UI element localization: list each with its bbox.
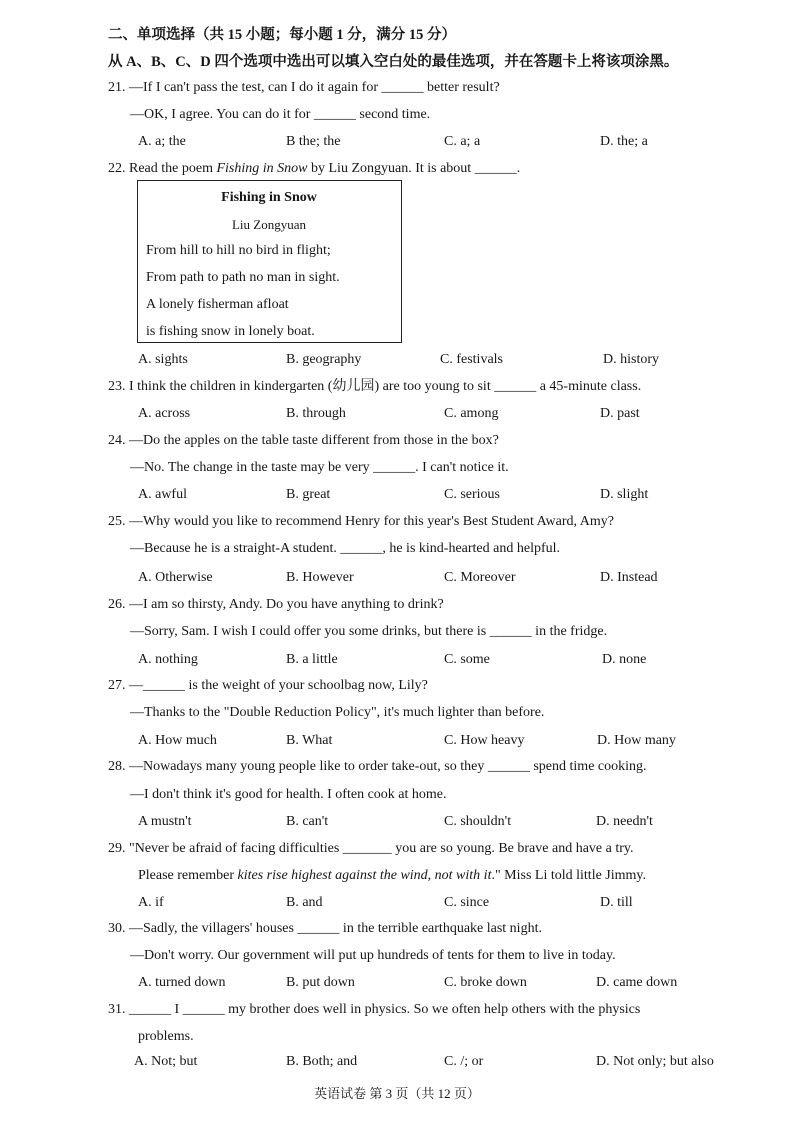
- option-c[interactable]: C. /; or: [444, 1054, 484, 1069]
- question-stem: Please remember: [138, 868, 238, 883]
- poem-line: A lonely fisherman afloat: [146, 297, 289, 312]
- question-stem: —OK, I agree. You can do it for ______ second time.: [130, 107, 431, 122]
- poem-author: Liu Zongyuan: [231, 217, 306, 232]
- option-a[interactable]: A. a; the: [138, 134, 186, 149]
- question-stem: —I don't think it's good for health. I often cook at home.: [130, 787, 447, 802]
- option-c[interactable]: C. serious: [444, 487, 500, 502]
- option-b[interactable]: B. through: [286, 406, 346, 421]
- question-stem: —Sorry, Sam. I wish I could offer you some drinks, but there is ______ in the fridge.: [130, 624, 608, 639]
- option-d[interactable]: D. history: [603, 352, 659, 367]
- poem-title: Fishing in Snow: [221, 190, 317, 205]
- question-stem: —Because he is a straight-A student. ______, he is kind-hearted and helpful.: [130, 541, 561, 556]
- question-number: 26.: [108, 597, 126, 612]
- option-b[interactable]: B. What: [286, 733, 333, 748]
- option-d[interactable]: D. came down: [596, 975, 678, 990]
- option-a[interactable]: A. turned down: [138, 975, 226, 990]
- option-c[interactable]: C. How heavy: [444, 733, 525, 748]
- question-number: 25.: [108, 514, 126, 529]
- question-number: 31.: [108, 1002, 126, 1017]
- quote-italic: kites rise highest against the wind, not with it: [237, 868, 492, 883]
- option-a[interactable]: A. if: [138, 895, 164, 910]
- question-number: 23.: [108, 379, 126, 394]
- option-b[interactable]: B. and: [286, 895, 323, 910]
- question-stem: problems.: [138, 1029, 194, 1044]
- option-b[interactable]: B. a little: [286, 652, 338, 667]
- poem-line: is fishing snow in lonely boat.: [146, 324, 315, 339]
- question-number: 29.: [108, 841, 126, 856]
- option-c[interactable]: C. broke down: [444, 975, 527, 990]
- question-number: 21.: [108, 80, 126, 95]
- section-instruction: 从 A、B、C、D 四个选项中选出可以填入空白处的最佳选项，并在答题卡上将该项涂黑。: [108, 54, 679, 70]
- question-number: 24.: [108, 433, 126, 448]
- question-stem: ." Miss Li told little Jimmy.: [491, 868, 647, 883]
- question-stem: —I am so thirsty, Andy. Do you have anything to drink?: [129, 597, 444, 612]
- question-stem: —Why would you like to recommend Henry for this year's Best Student Award, Amy?: [129, 514, 614, 529]
- question-stem: —No. The change in the taste may be very ______. I can't notice it.: [130, 460, 509, 475]
- question-number: 30.: [108, 921, 126, 936]
- question-number: 28.: [108, 759, 126, 774]
- question-stem: —Thanks to the "Double Reduction Policy", it's much lighter than before.: [130, 705, 545, 720]
- option-d[interactable]: D. slight: [600, 487, 649, 502]
- option-a[interactable]: A mustn't: [138, 814, 192, 829]
- poem-line: From path to path no man in sight.: [146, 270, 340, 285]
- option-d[interactable]: D. Not only; but also: [596, 1054, 714, 1069]
- question-stem: Read the poem: [129, 161, 217, 176]
- poem-title-ref: Fishing in Snow: [216, 161, 308, 176]
- option-d[interactable]: D. Instead: [600, 570, 658, 585]
- option-d[interactable]: D. past: [600, 406, 640, 421]
- question-number: 27.: [108, 678, 126, 693]
- option-a[interactable]: A. sights: [138, 352, 188, 367]
- option-c[interactable]: C. since: [444, 895, 490, 910]
- option-c[interactable]: C. shouldn't: [444, 814, 512, 829]
- question-stem: I think the children in kindergarten (幼儿园) are too young to sit ______ a 45-minute class.: [129, 379, 642, 394]
- option-b[interactable]: B. can't: [286, 814, 329, 829]
- option-d[interactable]: D. the; a: [600, 134, 648, 149]
- option-c[interactable]: C. a; a: [444, 134, 481, 149]
- option-d[interactable]: D. till: [600, 895, 633, 910]
- question-stem: —______ is the weight of your schoolbag now, Lily?: [129, 678, 428, 693]
- question-stem: "Never be afraid of facing difficulties _______ you are so young. Be brave and have a try.: [129, 841, 634, 856]
- option-a[interactable]: A. How much: [138, 733, 217, 748]
- option-a[interactable]: A. Otherwise: [138, 570, 213, 585]
- option-b[interactable]: B the; the: [286, 134, 341, 149]
- option-c[interactable]: C. some: [444, 652, 490, 667]
- option-a[interactable]: A. Not; but: [134, 1054, 198, 1069]
- option-a[interactable]: A. across: [138, 406, 191, 421]
- poem-box: [137, 180, 402, 343]
- option-b[interactable]: B. However: [286, 570, 354, 585]
- option-b[interactable]: B. great: [286, 487, 331, 502]
- option-b[interactable]: B. Both; and: [286, 1054, 358, 1069]
- option-b[interactable]: B. put down: [286, 975, 355, 990]
- section-title: 二、单项选择（共 15 小题；每小题 1 分，满分 15 分）: [108, 27, 456, 43]
- poem-line: From hill to hill no bird in flight;: [146, 243, 331, 258]
- question-stem: ______ I ______ my brother does well in physics. So we often help others with the physics: [129, 1002, 641, 1017]
- question-stem: —Do the apples on the table taste different from those in the box?: [129, 433, 499, 448]
- option-c[interactable]: C. among: [444, 406, 499, 421]
- question-stem: —Sadly, the villagers' houses ______ in the terrible earthquake last night.: [129, 921, 542, 936]
- option-d[interactable]: D. none: [602, 652, 647, 667]
- option-c[interactable]: C. festivals: [440, 352, 503, 367]
- option-b[interactable]: B. geography: [286, 352, 362, 367]
- question-number: 22.: [108, 161, 126, 176]
- option-a[interactable]: A. nothing: [138, 652, 198, 667]
- page-footer: 英语试卷 第 3 页（共 12 页）: [314, 1086, 480, 1101]
- option-a[interactable]: A. awful: [138, 487, 187, 502]
- question-stem: —Nowadays many young people like to order take-out, so they ______ spend time cooking.: [129, 759, 647, 774]
- option-d[interactable]: D. How many: [597, 733, 676, 748]
- question-stem: —If I can't pass the test, can I do it again for ______ better result?: [129, 80, 500, 95]
- option-c[interactable]: C. Moreover: [444, 570, 516, 585]
- option-d[interactable]: D. needn't: [596, 814, 653, 829]
- question-stem: —Don't worry. Our government will put up hundreds of tents for them to live in today.: [130, 948, 616, 963]
- question-stem: by Liu Zongyuan. It is about ______.: [307, 161, 521, 176]
